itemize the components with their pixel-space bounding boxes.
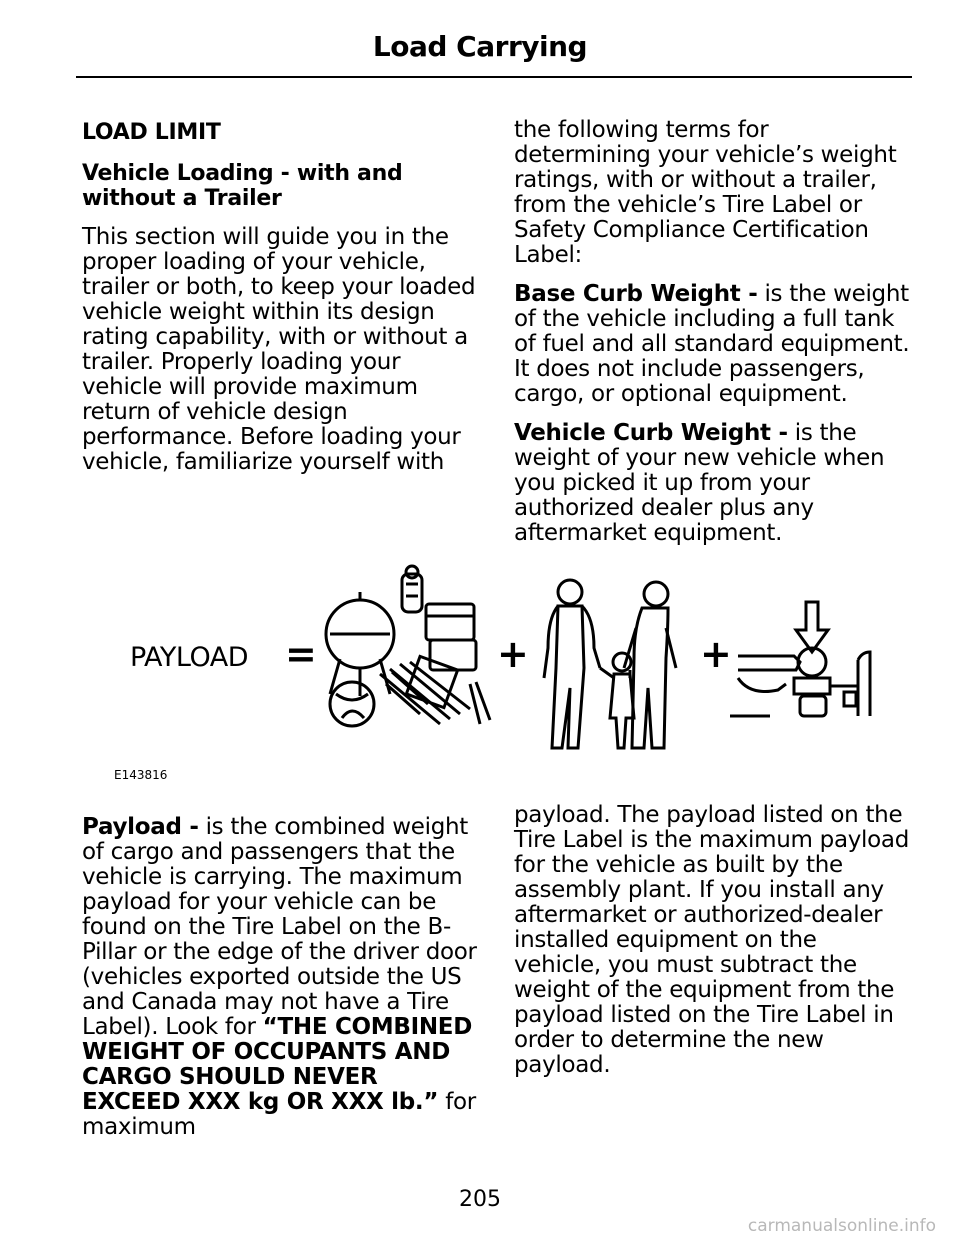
payload-text: is the combined weight of cargo and passengers that the vehicle is carrying. The maximum payload for your vehicle can be found on the Tire Label on the B-Pillar or the edge of the driver door (vehicles exported outside the US and Canada may not have a Tire Label). Look for — [82, 814, 477, 1040]
subsection-title: Vehicle Loading - with and without a Trailer — [82, 161, 403, 211]
equals-sign: = — [285, 632, 317, 676]
payload-continued-paragraph: payload. The payload listed on the Tire Label is the maximum payload for the vehicle as built by the assembly plant. If you install any aftermarket or authorized-dealer installed equipment on the vehicle, you must subtract the weight of the equipment from the payload listed on the Tire Label in order to determine the new payload. — [514, 802, 910, 1078]
payload-quote: “THE COMBINED WEIGHT OF OCCUPANTS AND CARGO SHOULD NEVER EXCEED XXX kg OR XXX lb.” — [82, 1014, 473, 1115]
payload-term: Payload - — [82, 814, 199, 840]
payload-illustration — [80, 560, 890, 790]
watermark: carmanualsonline.info — [747, 1216, 936, 1236]
payload-after: for maximum — [82, 1089, 476, 1140]
definition-term: Base Curb Weight - — [514, 281, 758, 307]
header-divider — [76, 76, 912, 78]
left-column-top — [82, 120, 478, 489]
definition-base-curb-weight — [514, 282, 910, 407]
payload-label: PAYLOAD — [130, 642, 249, 673]
page-title: Load Carrying — [372, 30, 588, 63]
plus-sign: + — [497, 632, 529, 676]
definition-text: is the weight of the vehicle including a full tank of fuel and all standard equipment. It does not include passengers, cargo, or optional equipment. — [514, 281, 910, 407]
definition-term: Vehicle Curb Weight - — [514, 420, 788, 446]
page-number: 205 — [459, 1187, 501, 1212]
cargo-icon — [320, 564, 500, 744]
definition-vehicle-curb-weight — [514, 421, 910, 546]
figure-code: E143816 — [114, 768, 168, 782]
hitch-weight-icon — [730, 600, 880, 720]
plus-sign: + — [700, 632, 732, 676]
right-column-top — [514, 118, 910, 560]
left-column-bottom — [82, 815, 478, 1154]
passengers-icon — [538, 578, 688, 753]
definition-text: is the weight of your new vehicle when you picked it up from your authorized dealer plus any aftermarket equipment. — [514, 420, 885, 546]
intro-paragraph: This section will guide you in the proper loading of your vehicle, trailer or both, to keep your loaded vehicle weight within its design rating capability, with or without a trailer. Properly loading your vehicle will provide maximum return of vehicle design performance. Before loading your vehicle, familiarize yourself with — [82, 224, 476, 475]
payload-paragraph — [82, 815, 478, 1140]
intro-continued-paragraph: the following terms for determining your vehicle’s weight ratings, with or without a trailer, from the vehicle’s Tire Label or Safety Compliance Certification Label: — [514, 117, 897, 268]
right-column-bottom — [514, 803, 910, 1092]
section-title: LOAD LIMIT — [82, 120, 221, 145]
